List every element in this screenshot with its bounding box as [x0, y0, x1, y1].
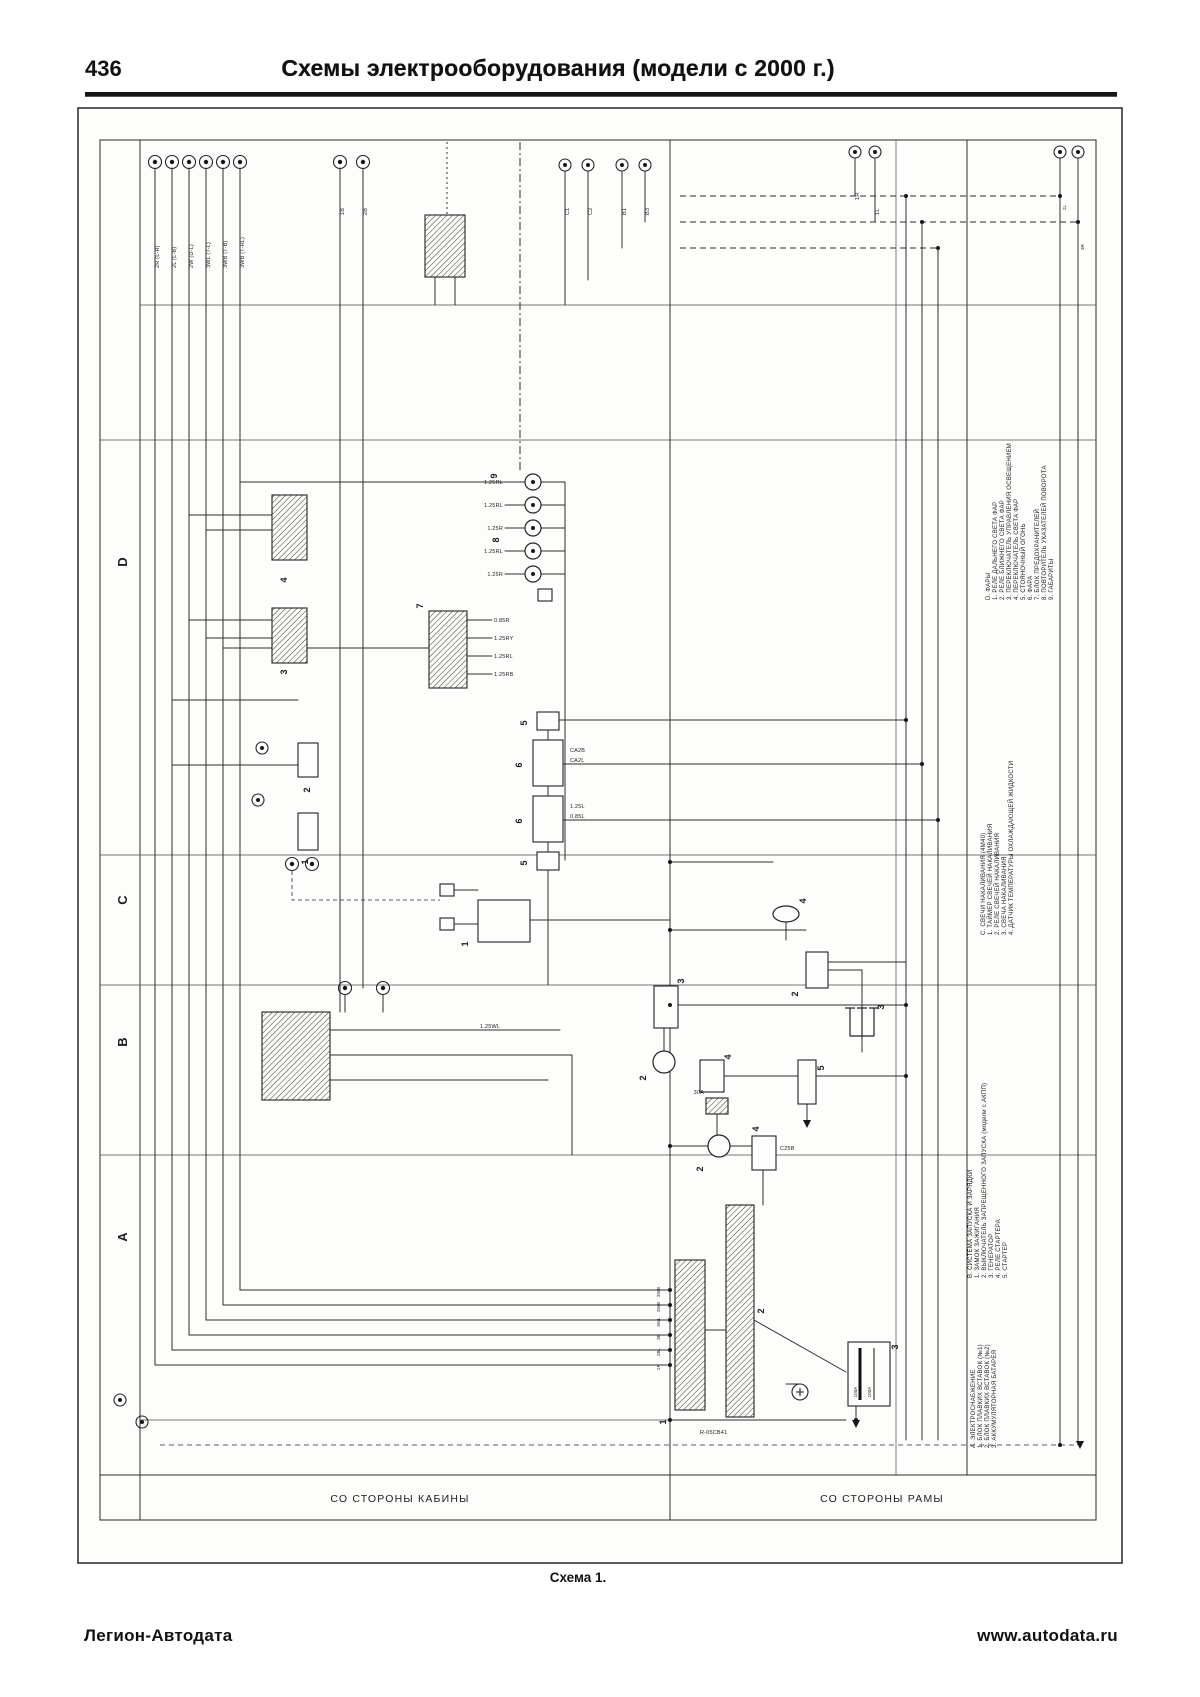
wire-code: 3WB	[656, 1287, 661, 1297]
legend-item: 1. ЗАМОК ЗАЖИГАНИЯ	[975, 1207, 981, 1278]
component-number: 5	[519, 860, 529, 866]
legend-heading: C. СВЕЧИ НАКАЛИВАНИЯ (4M40)	[981, 832, 987, 935]
cab-side-label: СО СТОРОНЫ КАБИНЫ	[330, 1493, 470, 1505]
component-number: 5	[519, 720, 529, 726]
fusible-strip-2	[726, 1205, 754, 1417]
wire-code: 2W (D-L)	[189, 244, 195, 268]
wire-code: 3WB	[656, 1302, 661, 1312]
relay-2	[298, 743, 318, 777]
legend-item: 7. БЛОК ПРЕДОХРАНИТЕЛЕЙ	[1035, 508, 1041, 600]
legend-item: 8. ПОВТОРИТЕЛЬ УКАЗАТЕЛЕЙ ПОВОРОТА	[1042, 465, 1048, 600]
wire-code: C1	[565, 207, 571, 215]
wire-code: 1R	[855, 192, 861, 200]
frame-side-label: СО СТОРОНЫ РАМЫ	[820, 1493, 944, 1505]
component-number: 2	[638, 1075, 648, 1081]
legend-item: 4. РЕЛЕ СТАРТЕРА	[996, 1219, 1002, 1278]
legend-item: 2. РЕЛЕ СВЕЧЕЙ НАКАЛИВАНИЯ	[995, 832, 1001, 935]
wire-code: 2BL	[656, 1347, 661, 1357]
wire-code: 1.25RL	[484, 549, 503, 555]
wire-code: C2	[588, 207, 594, 215]
wire-code: C25B	[780, 1146, 795, 1152]
component-number: 1	[460, 941, 470, 947]
fuse-5	[798, 1060, 816, 1104]
wire-code: 2B	[363, 207, 369, 215]
fuse-block-7	[429, 611, 467, 688]
legend-item: 2. БЛОК ПЛАВКИХ ВСТАВОК (№2)	[985, 1344, 991, 1448]
wire-code: 2R (L-R)	[155, 245, 161, 268]
wire-code: 1.25L	[570, 804, 585, 810]
wire-code: 30A	[693, 1090, 704, 1096]
connector-sq	[538, 589, 552, 601]
wire-code: 2L (L-B)	[172, 246, 178, 268]
wire-code: 1.25WL	[480, 1024, 501, 1030]
starter-box-3	[654, 986, 678, 1028]
wire-code: 1.25RY	[494, 636, 514, 642]
box-5a	[537, 712, 559, 730]
component-number: 5	[816, 1065, 826, 1071]
wire-code: 1.25R	[487, 526, 503, 532]
wire-code: CA2B	[570, 748, 586, 754]
legend-item: 6. ФАРА	[1028, 575, 1034, 600]
ignition-circle-2	[653, 1051, 675, 1073]
legend-item: 2. ВЫКЛЮЧАТЕЛЬ ЗАПРЕЩЕННОГО ЗАПУСКА (модели с АКПП)	[982, 1082, 988, 1278]
component-number: 4	[723, 1054, 733, 1060]
component-number: 4	[751, 1126, 761, 1132]
legend-item: 4. ДАТЧИК ТЕМПЕРАТУРЫ ОХЛАЖДАЮЩЕЙ ЖИДКОСТИ	[1009, 760, 1015, 935]
wire-code: B1	[622, 207, 628, 215]
timer-sq-b	[440, 918, 454, 930]
component-number: 6	[514, 762, 524, 768]
legend-item: 3. СВЕЧА НАКАЛИВАНИЯ	[1002, 856, 1008, 935]
wire-code: 1L	[875, 208, 881, 215]
component-number: 4	[279, 577, 289, 583]
wire-code: 3WL	[656, 1317, 661, 1327]
legend-item: 9. ГАБАРИТЫ	[1049, 558, 1055, 600]
box-6b	[533, 796, 563, 842]
relay-1	[298, 813, 318, 850]
legend-item: 5. СТОЯНОЧНЫЙ ОГОНЬ	[1021, 523, 1027, 600]
legend-item: 1. БЛОК ПЛАВКИХ ВСТАВОК (№1)	[978, 1344, 984, 1448]
component-number: 1	[300, 859, 310, 865]
wire-code: 2L	[1062, 204, 1067, 210]
section-letter-d: D	[115, 557, 130, 567]
mini-fuse-box	[706, 1098, 728, 1114]
wire-code: 3B	[656, 1334, 661, 1340]
component-number: 4	[798, 898, 808, 904]
publisher-footer: Легион-Автодата	[84, 1626, 233, 1645]
legend-item: 4. ПЕРЕКЛЮЧАТЕЛЬ СВЕТА ФАР	[1014, 498, 1020, 600]
wire-code: B3	[645, 207, 651, 215]
relay-4b	[752, 1136, 776, 1170]
wire-code: 1.25R	[487, 572, 503, 578]
coolant-sensor-4	[773, 906, 799, 922]
wire-code: CA2L	[570, 758, 585, 764]
wire-code: 3WB (T-HL)	[240, 236, 246, 268]
meter-block-1	[262, 1012, 330, 1100]
wire-code: 1.25RL	[494, 654, 513, 660]
glow-timer-1	[478, 900, 530, 942]
box-5b	[537, 852, 559, 870]
component-number: 9	[489, 473, 499, 479]
switch-block-4	[272, 495, 307, 560]
legend-item: 3. ПЕРЕКЛЮЧАТЕЛЬ УПРАВЛЕНИЯ ОСВЕЩЕНИЕМ	[1007, 442, 1013, 600]
wire-code: 1B	[340, 207, 346, 215]
section-letter-c: C	[115, 895, 130, 905]
wire-code: 1.25RB	[494, 672, 514, 678]
generator-circle	[708, 1135, 730, 1157]
fusible-strip-1	[675, 1260, 705, 1410]
legend-item: 1. ТАЙМЕР СВЕЧЕЙ НАКАЛИВАНИЯ	[988, 823, 994, 935]
component-number: 1	[658, 1419, 668, 1425]
section-letter-a: A	[115, 1232, 130, 1242]
component-number: 3	[890, 1344, 900, 1350]
legend-item: 2. РЕЛЕ БЛИЖНЕГО СВЕТА ФАР	[1000, 500, 1006, 600]
component-number: 7	[415, 603, 425, 609]
component-number: 3	[279, 669, 289, 675]
component-number: 3	[676, 978, 686, 984]
component-number: 2	[756, 1308, 766, 1314]
diagram-frame	[78, 108, 1122, 1563]
wire-code: 3WL (T-L)	[206, 241, 212, 268]
component-number: 2	[695, 1166, 705, 1172]
wire-code: 1.25RL	[484, 480, 503, 486]
section-letter-b: B	[115, 1037, 130, 1047]
timer-sq-a	[440, 884, 454, 896]
figure-caption: Схема 1.	[549, 1570, 607, 1585]
fuse-block-top	[425, 215, 465, 277]
wire-code: 3WB (T-B)	[223, 240, 229, 268]
starter-relay-4	[700, 1060, 724, 1092]
component-number: 2	[790, 991, 800, 997]
component-number: 6	[514, 818, 524, 824]
wire-code: 3R	[1080, 244, 1085, 250]
legend-heading: D. ФАРЫ	[986, 572, 992, 600]
legend-item: 5. СТАРТЕР	[1003, 1241, 1009, 1278]
wire-code: 0.85L	[570, 814, 585, 820]
website-footer: www.autodata.ru	[977, 1626, 1118, 1645]
page-title: Схемы электрооборудования (модели с 2000 г.)	[281, 55, 835, 81]
legend-heading: A. ЭЛЕКТРОСНАБЖЕНИЕ	[971, 1369, 977, 1448]
component-number: 3	[876, 1004, 886, 1010]
box-6a	[533, 740, 563, 786]
legend-heading: B. СИСТЕМА ЗАПУСКА И ЗАРЯДКИ	[968, 1169, 974, 1278]
wire-code: 2R	[656, 1364, 661, 1370]
wire-code: 100A	[853, 1386, 858, 1398]
wire-code: R-05CB41	[700, 1430, 728, 1436]
legend-item: 3. АККУМУЛЯТОРНАЯ БАТАРЕЯ	[992, 1349, 998, 1448]
wire-code: 0.85R	[494, 618, 510, 624]
legend-item: 3. ГЕНЕРАТОР	[989, 1233, 995, 1278]
glow-plugs-3	[845, 1008, 879, 1036]
component-number: 2	[302, 787, 312, 793]
legend-item: 1. РЕЛЕ ДАЛЬНЕГО СВЕТА ФАР	[993, 501, 999, 600]
switch-block-3	[272, 608, 307, 663]
wire-code: 100A	[867, 1386, 872, 1398]
component-number: 8	[491, 537, 501, 543]
page-number: 436	[85, 56, 122, 81]
glow-relay-2	[806, 952, 828, 988]
wire-code: 1.25RL	[484, 503, 503, 509]
